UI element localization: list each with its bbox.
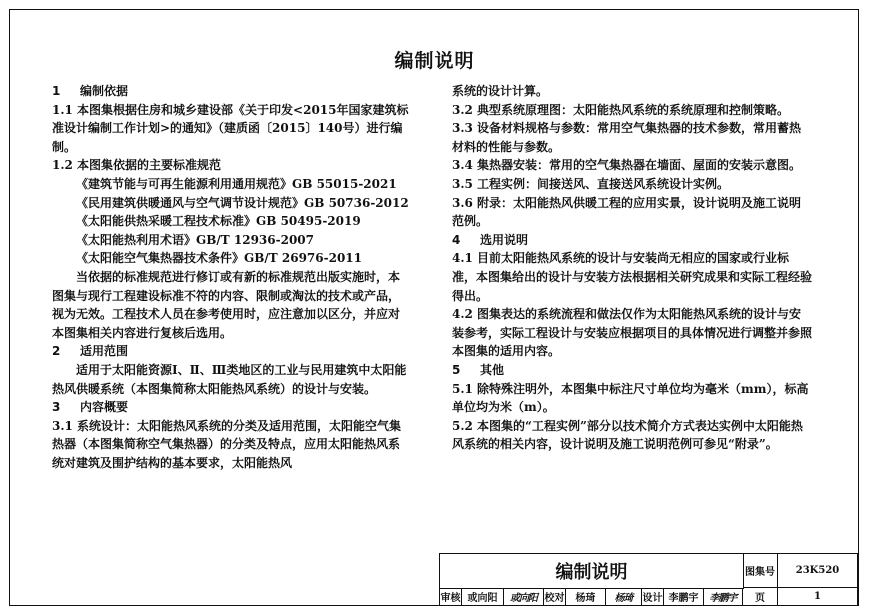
designer-name: 李鹏宇: [664, 588, 704, 606]
standard-item: 《建筑节能与可再生能源利用通用规范》GB 55015-2021: [76, 176, 397, 191]
checker-name: 杨琦: [566, 588, 606, 606]
section-heading-5: [452, 361, 812, 380]
design-label: 设计: [642, 588, 664, 606]
paragraph: 当依据的标准规范进行修订或有新的标准规范出版实施时，本图集与现行工程建设标准不符的内容、限制或淘汰的技术或产品，视为无效。工程技术人员在参考使用时，应注意加以区分，并应对本图集相关内容进行复核后选用。: [52, 269, 401, 340]
page-title: 编制说明: [394, 50, 475, 72]
paragraph: 3.1 系统设计：太阳能热风系统的分类及适用范围，太阳能空气集热器（本图集简称空气集热器）的分类及特点，应用太阳能热风系统对建筑及围护结构的基本要求，太阳能热风: [52, 418, 402, 470]
section-title: 其他: [480, 362, 505, 377]
paragraph: 1.2 本图集依据的主要标准规范: [52, 158, 222, 173]
section-number: 3: [52, 400, 61, 415]
checker-signature: 杨琦: [606, 588, 642, 606]
paragraph: 4.1 目前太阳能热风系统的设计与安装尚无相应的国家或行业标准，本图集给出的设计与安装方法根据相关研究成果和实际工程经验得出。: [452, 251, 813, 303]
section-heading-4: [452, 231, 812, 250]
section-number: 2: [52, 344, 61, 359]
right-column: [452, 82, 812, 454]
atlas-number: 23K520: [778, 554, 858, 588]
designer-signature: 李鹏宇: [704, 588, 743, 606]
page-label: 页: [743, 588, 778, 606]
paragraph: 5.2 本图集的“工程实例”部分以技术简介方式表达实例中太阳能热风系统的相关内容，设计说明及施工说明范例可参见“附录”。: [452, 418, 803, 452]
paragraph: 3.6 附录：太阳能热风供暖工程的应用实景，设计说明及施工说明范例。: [452, 195, 802, 229]
paragraph: 适用于太阳能资源Ⅰ、Ⅱ、Ⅲ类地区的工业与民用建筑中太阳能热风供暖系统（本图集简称太阳能热风系统）的设计与安装。: [52, 362, 407, 396]
paragraph: 3.4 集热器安装：常用的空气集热器在墙面、屋面的安装示意图。: [452, 158, 802, 173]
section-number: 4: [452, 232, 461, 247]
paragraph: 3.2 典型系统原理图：太阳能热风系统的系统原理和控制策略。: [452, 102, 790, 117]
section-number: 1: [52, 84, 61, 98]
section-title: 内容概要: [80, 400, 129, 415]
paragraph: 5.1 除特殊注明外，本图集中标注尺寸单位均为毫米（mm），标高单位均为米（m）。: [452, 381, 809, 415]
paragraph: 4.2 图集表达的系统流程和做法仅作为太阳能热风系统的设计与安装参考，实际工程设计与安装应根据项目的具体情况进行调整并参照本图集的适用内容。: [452, 307, 813, 359]
section-heading-3: [52, 398, 410, 417]
section-title: 编制依据: [80, 84, 129, 98]
check-label: 校对: [544, 588, 566, 606]
paragraph: 3.3 设备材料规格与参数：常用空气集热器的技术参数，常用蓄热材料的性能与参数。: [452, 121, 802, 154]
standard-item: 《太阳能供热采暖工程技术标准》GB 50495-2019: [76, 214, 361, 229]
paragraph: 1.1 本图集根据住房和城乡建设部《关于印发<2015年国家建筑标准设计编制工作计划>的通知》（建质函〔2015〕140号）进行编制。: [52, 102, 409, 154]
standard-item: 《太阳能空气集热器技术条件》GB/T 26976-2011: [76, 251, 363, 266]
section-title: 适用范围: [80, 344, 129, 359]
standard-item: 《太阳能热利用术语》GB/T 12936-2007: [76, 232, 315, 247]
paragraph: 3.5 工程实例：间接送风、直接送风系统设计实例。: [452, 176, 730, 191]
left-column: [52, 82, 410, 472]
atlas-number-label: 图集号: [743, 554, 778, 588]
title-block: [439, 553, 858, 606]
reviewer-signature: 或向阳: [504, 588, 544, 606]
section-number: 5: [452, 362, 461, 377]
review-label: 审核: [440, 588, 462, 606]
title-block-drawing-title: 编制说明: [440, 554, 744, 589]
reviewer-name: 或向阳: [462, 588, 504, 606]
section-heading-1: [52, 82, 410, 101]
paragraph: 系统的设计计算。: [452, 84, 549, 98]
standard-item: 《民用建筑供暖通风与空气调节设计规范》GB 50736-2012: [76, 195, 409, 210]
section-title: 选用说明: [480, 232, 529, 247]
section-heading-2: [52, 342, 410, 361]
page-number: 1: [778, 588, 858, 606]
